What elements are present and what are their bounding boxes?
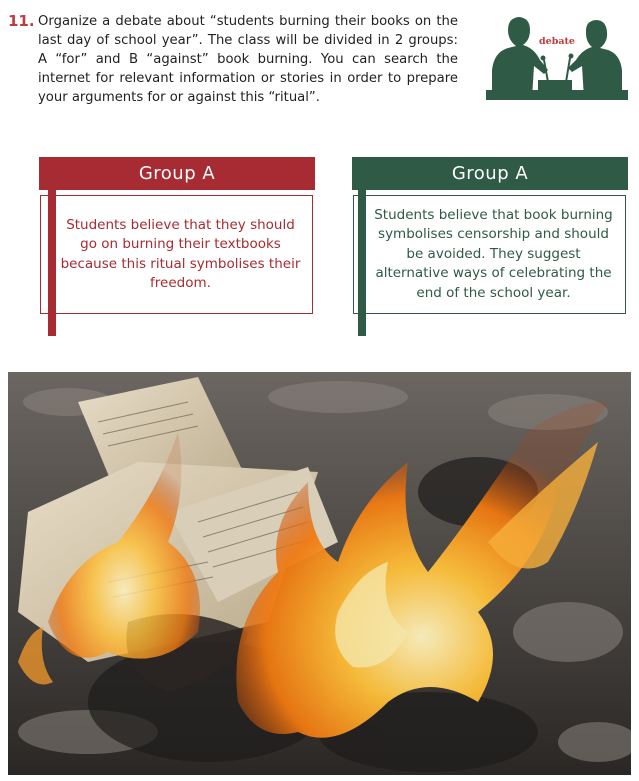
task-instructions: Organize a debate about “students burning their books on the last day of school year”. The class will be divided in 2 groups: A “for” and B “against” book burning. You can search the internet for relevant information or stories in order to prepare your arguments for or against this “ritual”. <box>38 14 458 105</box>
group-b-description: Students believe that book burning symbolises censorship and should be avoided. They suggest alternative ways of celebrating the end of the school year. <box>374 206 613 301</box>
group-b-description-box <box>353 195 626 314</box>
debate-illustration <box>486 10 628 100</box>
group-a-title: Group A <box>138 163 216 184</box>
debate-label: debate <box>539 36 575 47</box>
task-number: 11. <box>8 12 35 30</box>
group-b-title: Group A <box>451 163 529 184</box>
group-a-header <box>39 157 315 190</box>
group-a-description-box <box>40 195 313 314</box>
burning-books-photo <box>8 372 631 775</box>
group-b-header <box>352 157 628 190</box>
group-a-description: Students believe that they should go on burning their textbooks because this ritual symbolises their freedom. <box>60 216 301 291</box>
